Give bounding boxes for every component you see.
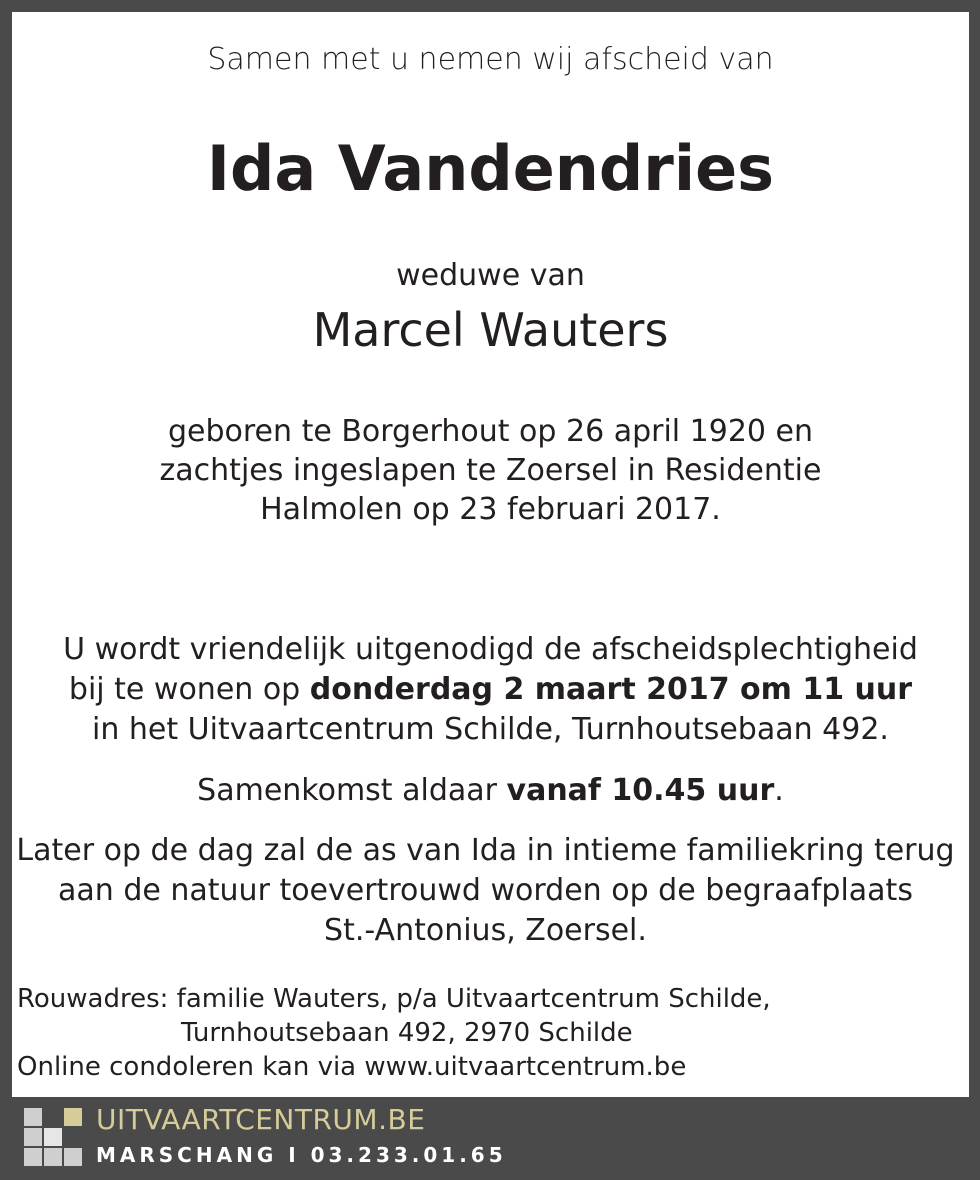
birth-death-details [12, 412, 969, 529]
footer-bar [0, 1097, 980, 1180]
intro-text: Samen met u nemen wij afscheid van [207, 42, 774, 77]
spouse-name: Marcel Wauters [312, 303, 669, 357]
address-line: Rouwadres: familie Wauters, p/a Uitvaartcentrum Schilde, [17, 984, 771, 1014]
death-line: zachtjes ingeslapen te Zoersel in Residentie [159, 453, 822, 488]
invite-date-prefix: bij te wonen op [68, 672, 310, 707]
gathering-suffix: . [774, 773, 784, 808]
invite-line: U wordt vriendelijk uitgenodigd de afscheidsplechtigheid [63, 632, 918, 667]
gathering-prefix: Samenkomst aldaar [197, 773, 507, 808]
obituary-card [12, 12, 969, 1097]
ceremony-datetime: donderdag 2 maart 2017 om 11 uur [309, 672, 913, 707]
gathering-line [12, 771, 969, 811]
invite-date-line [12, 670, 969, 710]
mourning-address [17, 982, 771, 1084]
ceremony-invitation [12, 630, 969, 750]
ashes-line: Later op de dag zal de as van Ida in intieme familiekring terug [16, 833, 955, 868]
deceased-name: Ida Vandendries [206, 132, 775, 205]
widow-of-label: weduwe van [396, 258, 585, 293]
gathering-time: vanaf 10.45 uur [506, 773, 775, 808]
death-date-line: Halmolen op 23 februari 2017. [260, 492, 721, 527]
brand-name: UITVAARTCENTRUM.BE [96, 1103, 426, 1136]
branch-contact: MARSCHANG I 03.233.01.65 [96, 1143, 507, 1167]
online-condolence: Online condoleren kan via www.uitvaartcentrum.be [17, 1052, 687, 1082]
birth-line: geboren te Borgerhout op 26 april 1920 en [167, 414, 814, 449]
cemetery-line: St.-Antonius, Zoersel. [324, 913, 647, 948]
ceremony-location: in het Uitvaartcentrum Schilde, Turnhoutsebaan 492. [92, 712, 889, 747]
ashes-details [7, 831, 964, 951]
ashes-line: aan de natuur toevertrouwd worden op de begraafplaats [58, 873, 913, 908]
address-street: Turnhoutsebaan 492, 2970 Schilde [181, 1018, 633, 1048]
uitvaartcentrum-logo-icon [24, 1108, 82, 1166]
